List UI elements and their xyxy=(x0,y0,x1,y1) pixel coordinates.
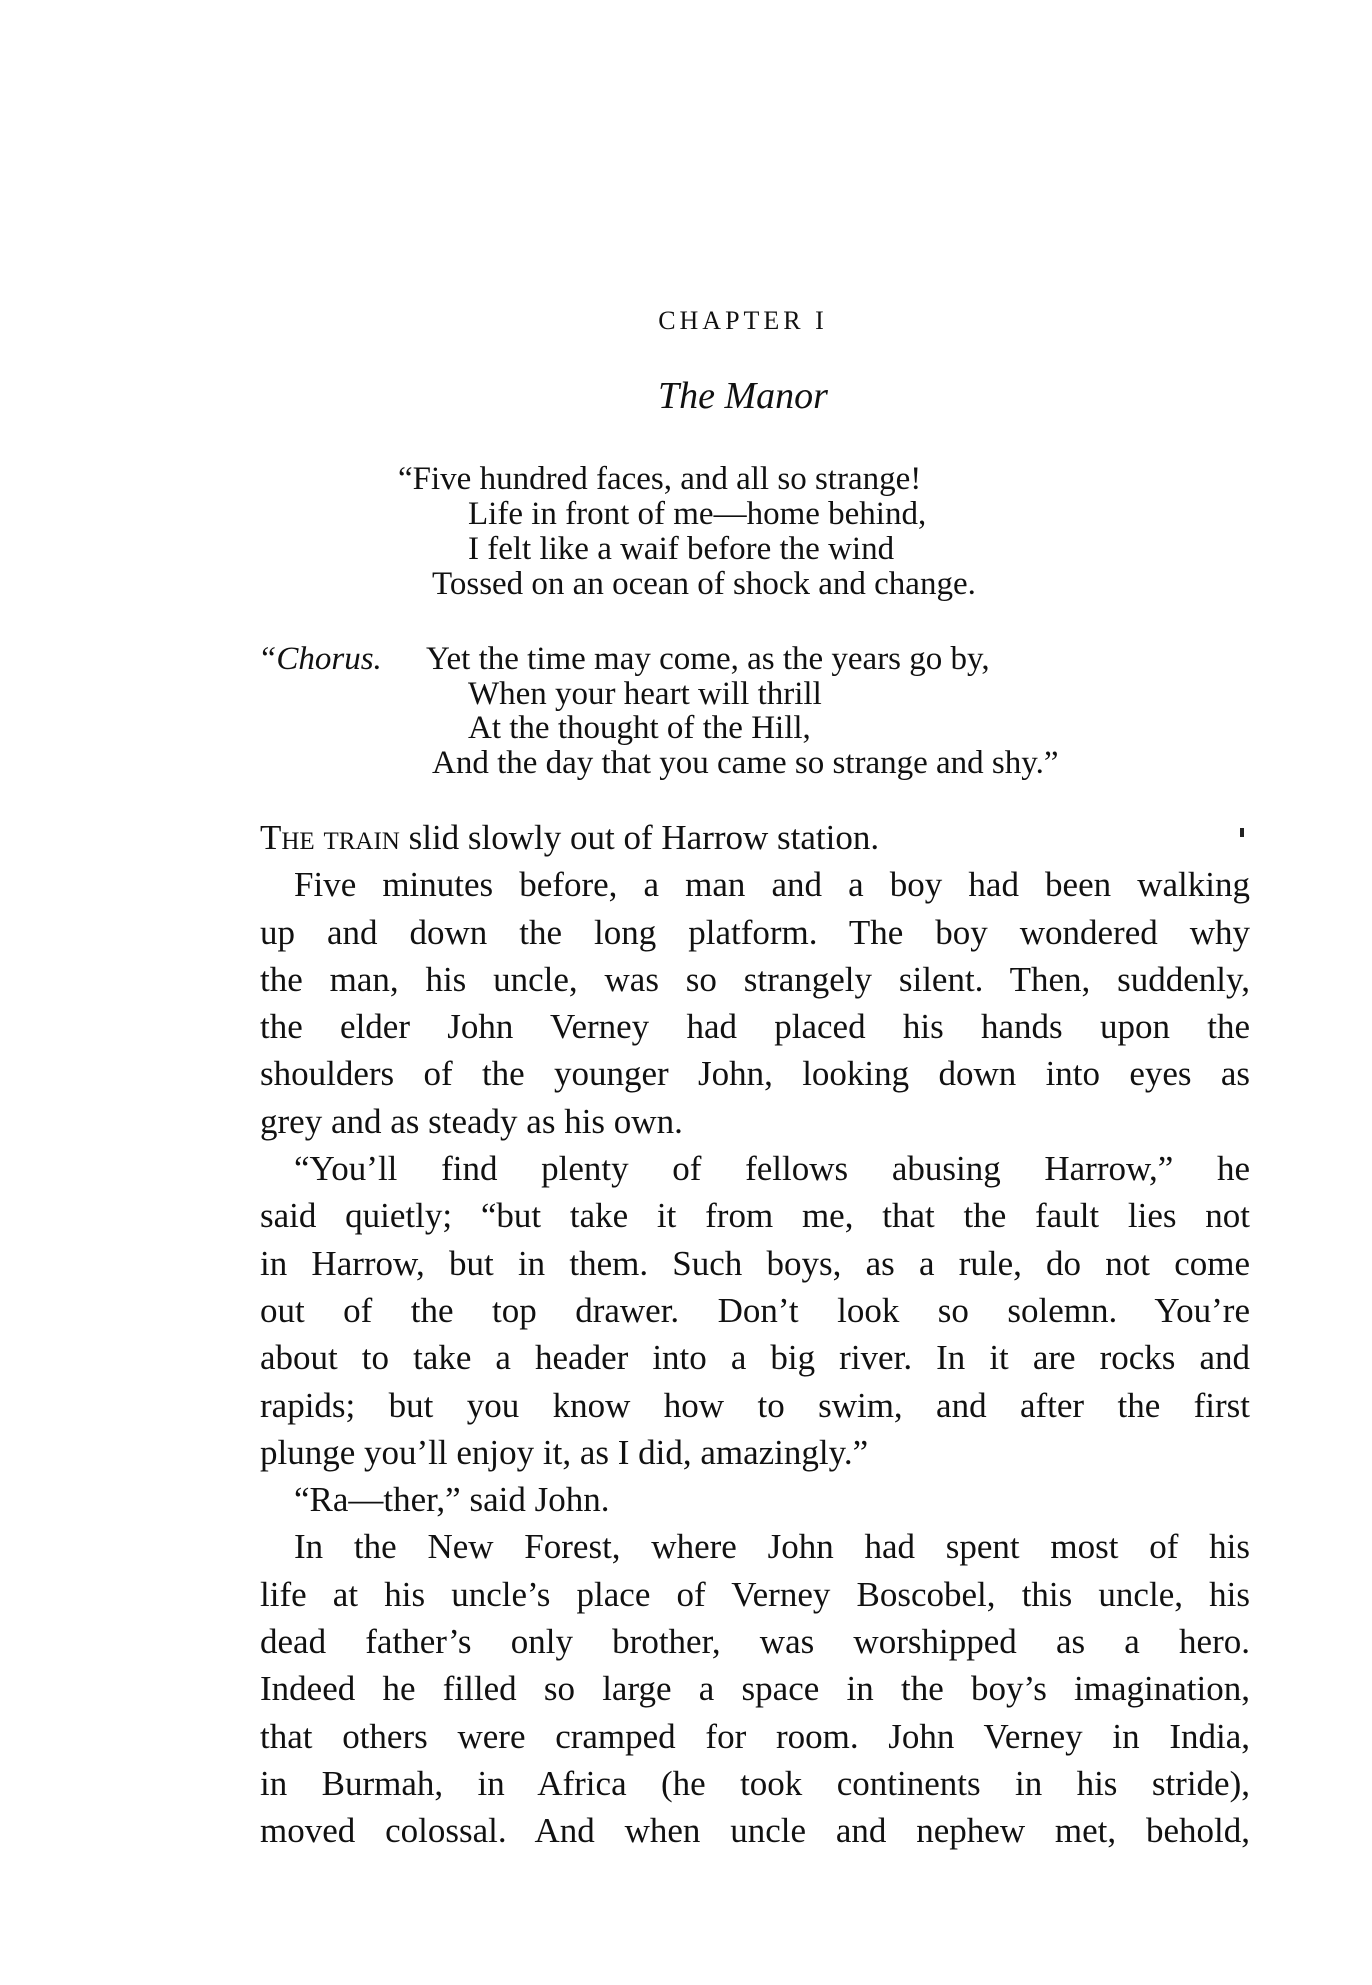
text-line: in Burmah, in Africa (he took continents in his stride), xyxy=(260,1763,1250,1803)
text-line: in Harrow, but in them. Such boys, as a rule, do not come xyxy=(260,1243,1250,1283)
poem-line: Yet the time may come, as the years go by, xyxy=(426,641,990,677)
text-line: grey and as steady as his own. xyxy=(260,1101,683,1141)
text-line: shoulders of the younger John, looking down into eyes as xyxy=(260,1054,1250,1094)
text-line: that others were cramped for room. John Verney in India, xyxy=(260,1716,1250,1756)
poem-line: Life in front of me—home behind, xyxy=(468,496,927,532)
text-line: said quietly; “but take it from me, that the fault lies not xyxy=(260,1196,1250,1236)
text-line: “You’ll find plenty of fellows abusing Harrow,” he xyxy=(294,1149,1250,1189)
text-line: Indeed he filled so large a space in the boy’s imagination, xyxy=(260,1669,1250,1709)
poem-line: I felt like a waif before the wind xyxy=(468,531,895,567)
text-line: rapids; but you know how to swim, and after the first xyxy=(260,1385,1250,1425)
poem-line: When your heart will thrill xyxy=(468,676,822,712)
chapter-title: The Manor xyxy=(658,375,828,417)
text-line: out of the top drawer. Don’t look so solemn. You’re xyxy=(260,1290,1250,1330)
text-line: plunge you’ll enjoy it, as I did, amazingly.” xyxy=(260,1432,869,1472)
chapter-heading: CHAPTER I xyxy=(658,306,828,335)
text-line: up and down the long platform. The boy wondered why xyxy=(260,912,1250,952)
text-line: the elder John Verney had placed his hands upon the xyxy=(260,1007,1250,1047)
body-text xyxy=(260,814,1250,1855)
text-line: life at his uncle’s place of Verney Boscobel, this uncle, his xyxy=(260,1574,1250,1614)
poem-line: And the day that you came so strange and shy.” xyxy=(432,745,1059,781)
scan-speck xyxy=(1240,828,1244,837)
poem-line: Tossed on an ocean of shock and change. xyxy=(432,566,976,602)
text-line: the man, his uncle, was so strangely silent. Then, suddenly, xyxy=(260,959,1250,999)
text-line: about to take a header into a big river. In it are rocks and xyxy=(260,1338,1250,1378)
poem-line: At the thought of the Hill, xyxy=(468,710,811,746)
text-line: dead father’s only brother, was worshipped as a hero. xyxy=(260,1622,1250,1662)
chorus-label: “Chorus. xyxy=(258,641,382,677)
text-line: “Ra—ther,” said John. xyxy=(294,1480,610,1520)
lead-in-small-caps: The train xyxy=(260,818,400,857)
text-line xyxy=(260,814,1250,861)
text-line: moved colossal. And when uncle and nephew met, behold, xyxy=(260,1811,1250,1851)
poem-line: “Five hundred faces, and all so strange! xyxy=(398,461,922,497)
text-line: Five minutes before, a man and a boy had been walking xyxy=(294,865,1250,905)
text-line-content: slid slowly out of Harrow station. xyxy=(399,818,880,857)
text-line: In the New Forest, where John had spent most of his xyxy=(294,1527,1250,1567)
